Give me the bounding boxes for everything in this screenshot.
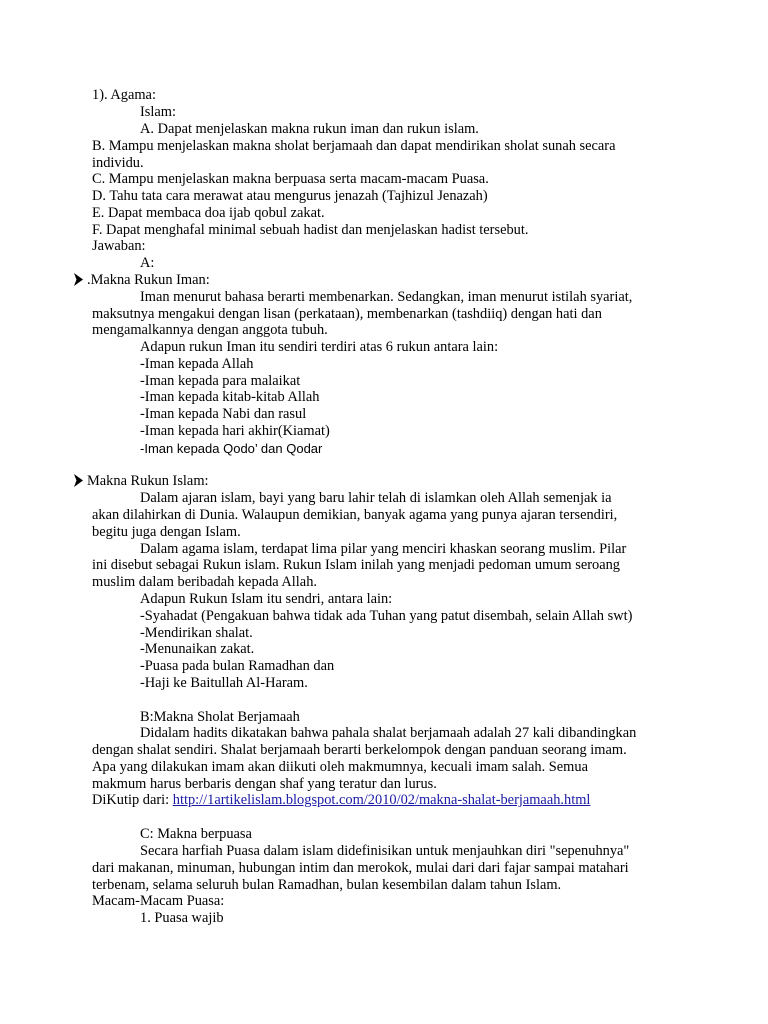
- puasa-para-line3: terbenam, selama seluruh bulan Ramadhan, bulan kesembilan dalam tahun Islam.: [92, 877, 562, 893]
- objective-d: D. Tahu tata cara merawat atau mengurus jenazah (Tajhizul Jenazah): [92, 188, 488, 204]
- objective-b-line2: individu.: [92, 155, 144, 171]
- rukun-islam-para2-line1: Dalam agama islam, terdapat lima pilar yang menciri khaskan seorang muslim. Pilar: [140, 541, 627, 557]
- sholat-para-line2: dengan shalat sendiri. Shalat berjamaah berarti berkelompok dengan panduan seorang imam.: [92, 742, 627, 758]
- rukun-islam-item: -Menunaikan zakat.: [140, 641, 255, 657]
- rukun-iman-item: -Iman kepada Qodo’ dan Qodar: [140, 441, 323, 456]
- rukun-islam-heading: Makna Rukun Islam:: [87, 473, 209, 489]
- sholat-para-line3: Apa yang dilakukan imam akan diikuti oleh makmumnya, kecuali imam salah. Semua: [92, 759, 588, 775]
- jawaban-label: Jawaban:: [92, 238, 146, 254]
- rukun-iman-para1-line3: mengamalkannya dengan anggota tubuh.: [92, 322, 328, 338]
- rukun-islam-para2-line2: ini disebut sebagai Rukun islam. Rukun Islam inilah yang menjadi pedoman umum seroang: [92, 557, 620, 573]
- objective-a: A. Dapat menjelaskan makna rukun iman dan rukun islam.: [140, 121, 479, 137]
- rukun-iman-item: -Iman kepada hari akhir(Kiamat): [140, 423, 330, 439]
- rukun-iman-item: -Iman kepada Nabi dan rasul: [140, 406, 307, 422]
- objective-b-line1: B. Mampu menjelaskan makna sholat berjamaah dan dapat mendirikan sholat sunah secara: [92, 138, 616, 154]
- rukun-islam-item: -Mendirikan shalat.: [140, 625, 253, 641]
- subheading-islam: Islam:: [140, 104, 176, 120]
- rukun-islam-para2-line3: muslim dalam beribadah kepada Allah.: [92, 574, 317, 590]
- section-heading-agama: 1). Agama:: [92, 87, 156, 103]
- rukun-islam-para1-line2: akan dilahirkan di Dunia. Walaupun demikian, banyak agama yang punya ajaran tersendiri,: [92, 507, 618, 523]
- rukun-islam-para1-line3: begitu juga dengan Islam.: [92, 524, 241, 540]
- rukun-islam-para1-line1: Dalam ajaran islam, bayi yang baru lahir telah di islamkan oleh Allah semenjak ia: [140, 490, 612, 506]
- rukun-islam-item: -Syahadat (Pengakuan bahwa tidak ada Tuhan yang patut disembah, selain Allah swt): [140, 608, 633, 624]
- puasa-para-line1: Secara harfiah Puasa dalam islam didefinisikan untuk menjauhkan diri "sepenuhnya": [140, 843, 630, 859]
- objective-f: F. Dapat menghafal minimal sebuah hadist dan menjelaskan hadist tersebut.: [92, 222, 529, 238]
- rukun-iman-para1-line2: maksutnya mengakui dengan lisan (perkataan), membenarkan (tashdiiq) dengan hati dan: [92, 306, 602, 322]
- sholat-berjamaah-heading: B:Makna Sholat Berjamaah: [140, 709, 300, 725]
- rukun-islam-item: -Puasa pada bulan Ramadhan dan: [140, 658, 335, 674]
- rukun-iman-intro: Adapun rukun Iman itu sendiri terdiri atas 6 rukun antara lain:: [140, 339, 499, 355]
- answer-a-label: A:: [140, 255, 155, 271]
- rukun-iman-para1-line1: Iman menurut bahasa berarti membenarkan. Sedangkan, iman menurut istilah syariat,: [140, 289, 633, 305]
- sholat-para-line1: Didalam hadits dikatakan bahwa pahala shalat berjamaah adalah 27 kali dibandingkan: [140, 725, 637, 741]
- rukun-iman-item: -Iman kepada Allah: [140, 356, 254, 372]
- rukun-iman-heading-line: [73, 272, 210, 289]
- rukun-islam-heading-line: [73, 473, 209, 490]
- puasa-heading: C: Makna berpuasa: [140, 826, 252, 842]
- source-link[interactable]: http://1artikelislam.blogspot.com/2010/02/makna-shalat-berjamaah.html: [172, 792, 591, 808]
- rukun-iman-item: -Iman kepada para malaikat: [140, 373, 301, 389]
- rukun-iman-heading: .Makna Rukun Iman:: [87, 272, 210, 288]
- objective-c: C. Mampu menjelaskan makna berpuasa serta macam-macam Puasa.: [92, 171, 489, 187]
- objective-e: E. Dapat membaca doa ijab qobul zakat.: [92, 205, 325, 221]
- macam-puasa-label: Macam-Macam Puasa:: [92, 893, 225, 909]
- rukun-islam-intro: Adapun Rukun Islam itu sendri, antara lain:: [140, 591, 393, 607]
- source-label: DiKutip dari:: [92, 792, 173, 808]
- sholat-para-line4: makmum harus berbaris dengan shaf yang teratur dan lurus.: [92, 776, 437, 792]
- rukun-islam-item: -Haji ke Baitullah Al-Haram.: [140, 675, 308, 691]
- puasa-para-line2: dari makanan, minuman, hubungan intim dan merokok, mulai dari dari fajar sampai matahari: [92, 860, 629, 876]
- rukun-iman-item: -Iman kepada kitab-kitab Allah: [140, 389, 320, 405]
- arrow-bullet-icon: [73, 474, 84, 487]
- puasa-item: 1. Puasa wajib: [140, 910, 224, 926]
- arrow-bullet-icon: [73, 273, 84, 286]
- source-citation: [92, 792, 590, 809]
